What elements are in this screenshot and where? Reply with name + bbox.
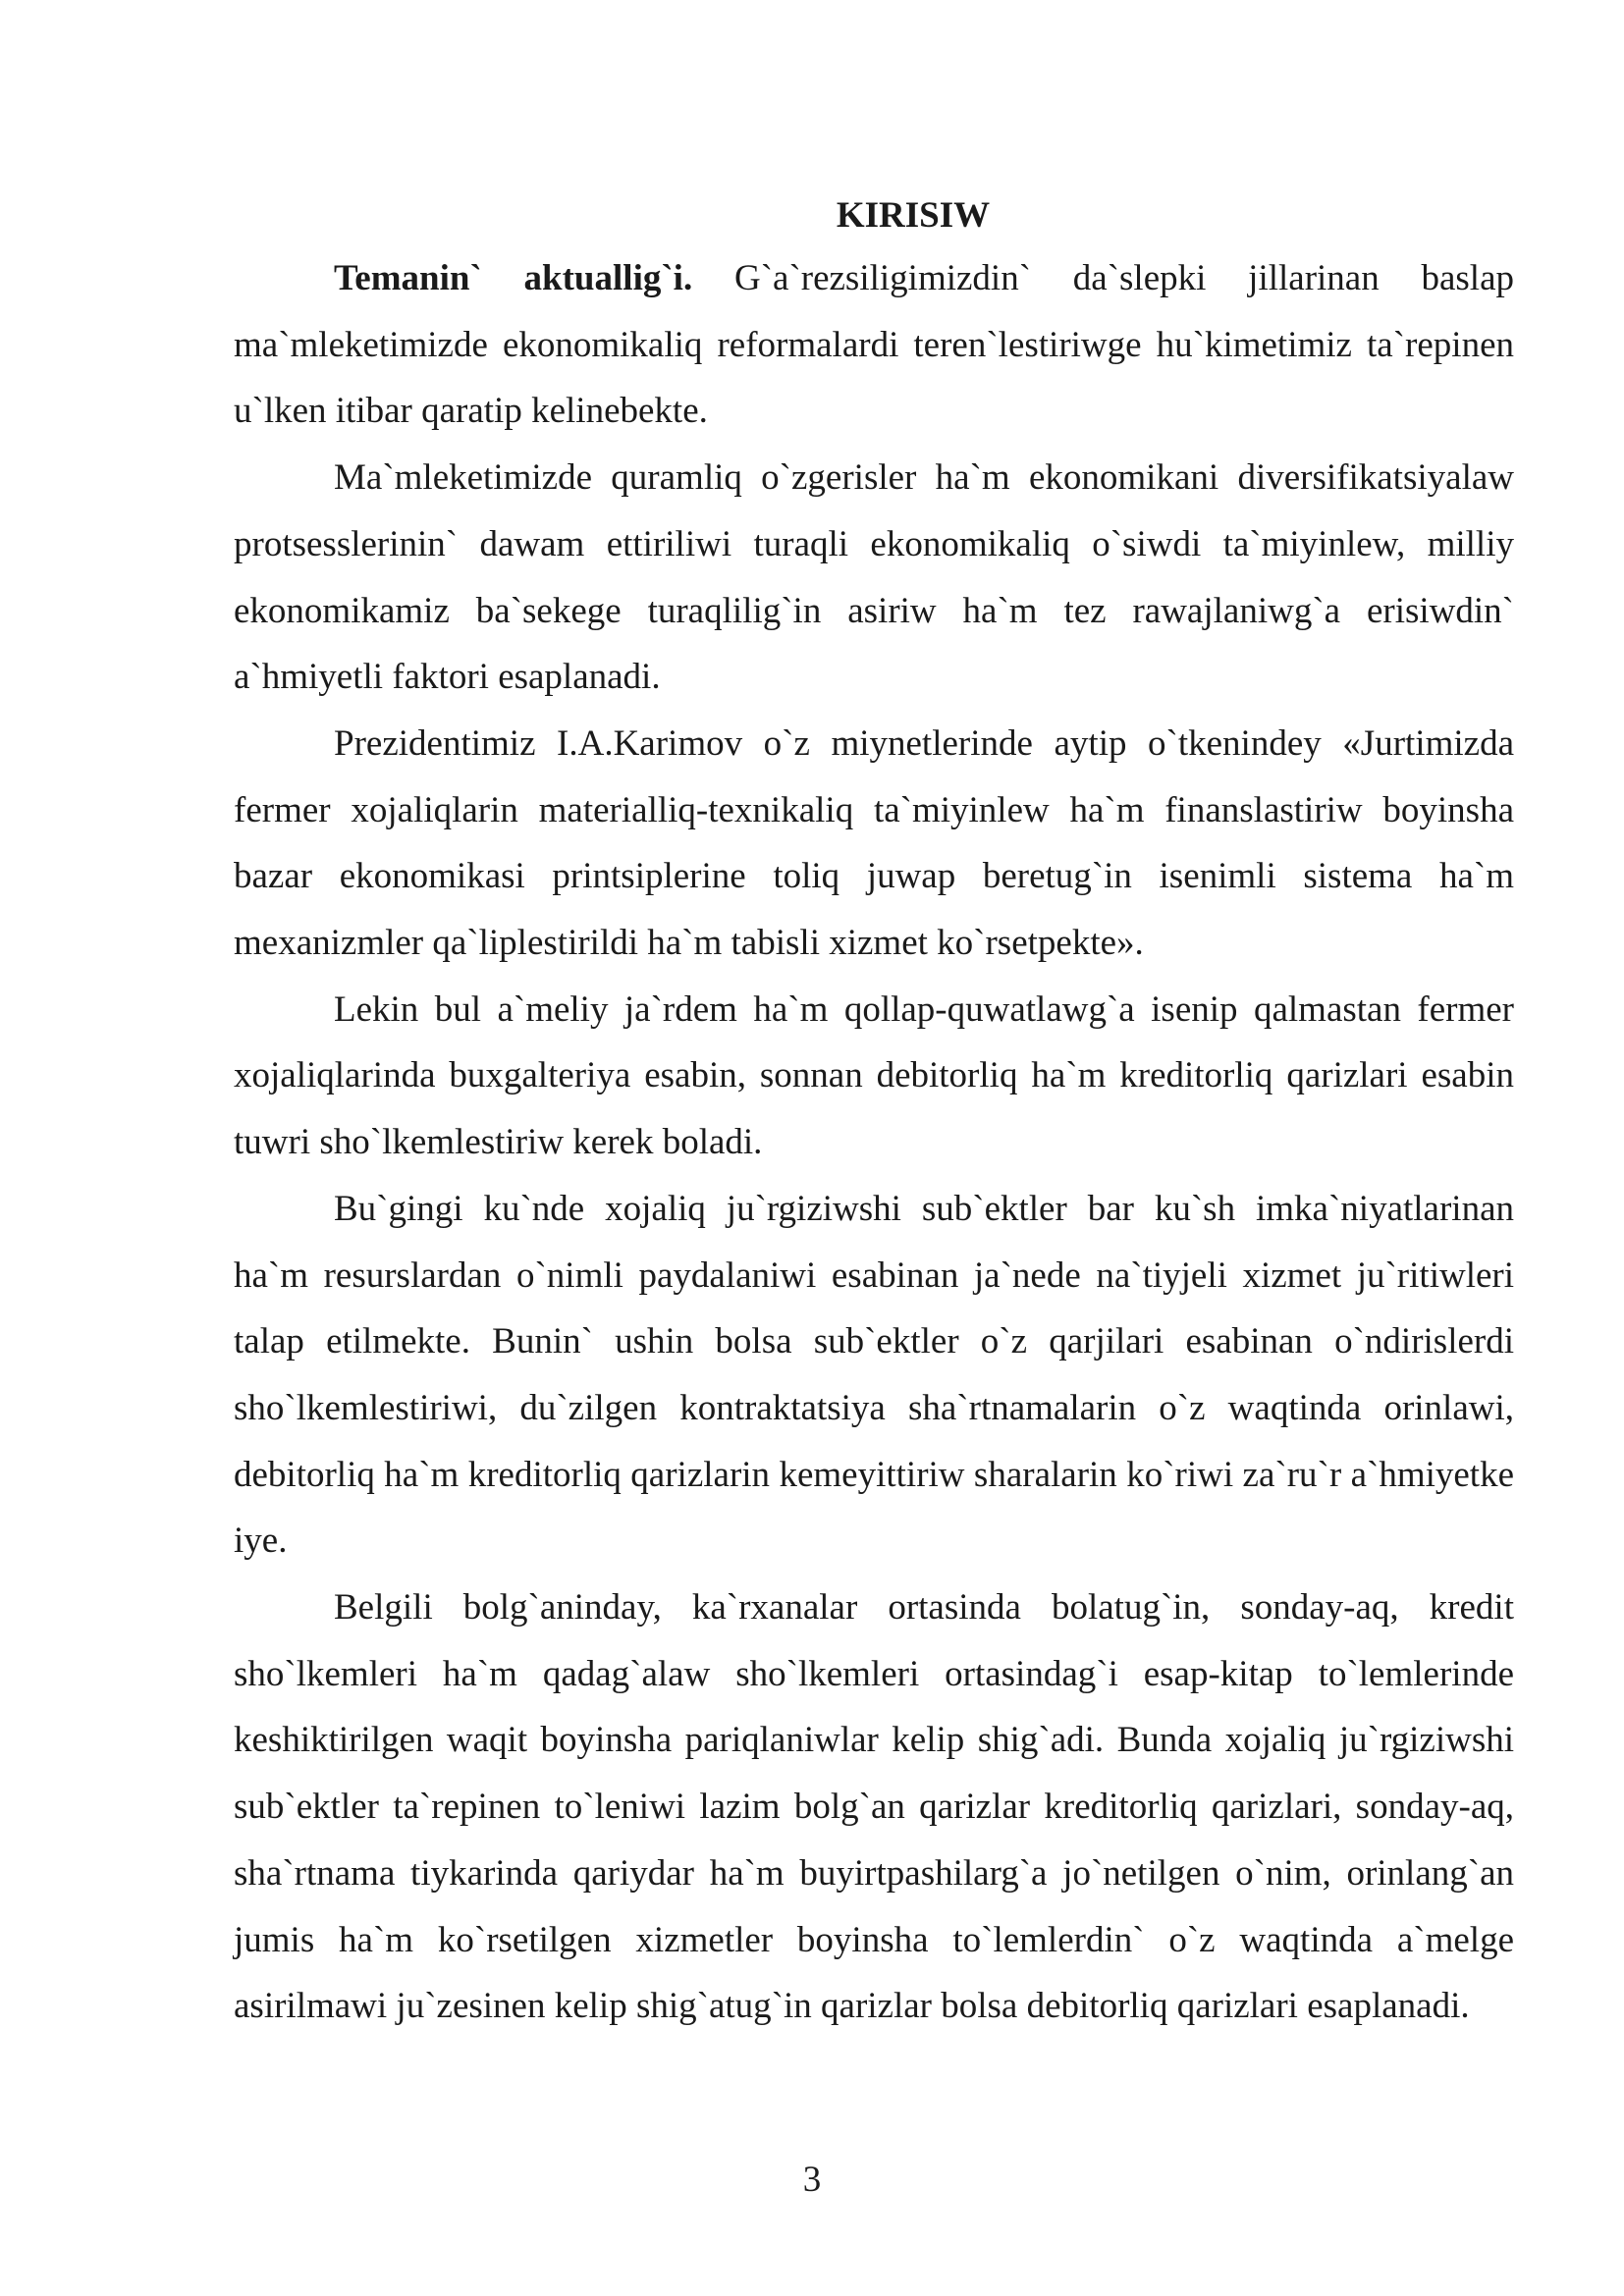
paragraph-structural-changes: Ma`mleketimizde quramliq o`zgerisler ha`m ekonomikani diversifikatsiyalaw protsesslerinin` dawam ettiriliwi turaqli ekonomikaliq o`siwdi ta`miyinlew, milliy ekonomikamiz ba`sekege turaqlilig`in asiriw ha`m tez rawajlaniwg`a erisiwdin` a`hmiyetli faktori esaplanadi. [234, 457, 1514, 698]
paragraph-debts: Belgili bolg`aninday, ka`rxanalar ortasinda bolatug`in, sonday-aq, kredit sho`lkemleri ha`m qadag`alaw sho`lkemleri ortasindag`i esap-kitap to`lemlerinde keshiktirilgen waqit boyinsha pariqlaniwlar kelip shig`adi. Bunda xojaliq ju`rgiziwshi sub`ektler ta`repinen to`leniwi lazim bolg`an qarizlar kreditorliq qarizlari, sonday-aq, sha`rtnama tiykarinda qariydar ha`m buyirtpashilarg`a jo`netilgen o`nim, orinlang`an jumis ha`m ko`rsetilgen xizmetler boyinsha to`lemlerdin` o`z waqtinda a`melge asirilmawi ju`zesinen kelip shig`atug`in qarizlar bolsa debitorliq qarizlari esaplanadi. [234, 1587, 1514, 2027]
paragraph-lead: Temanin` aktuallig`i. [334, 258, 693, 298]
paragraph-resources: Bu`gingi ku`nde xojaliq ju`rgiziwshi sub`ektler bar ku`sh imka`niyatlarinan ha`m resurslardan o`nimli paydalaniwi esabinan ja`nede na`tiyjeli xizmet ju`ritiwleri talap etilmekte. Bunin` ushin bolsa sub`ektler o`z qarjilari esabinan o`ndirislerdi sho`lkemlestiriwi, du`zilgen kontraktatsiya sha`rtnamalarin o`z waqtinda orinlawi, debitorliq ha`m kreditorliq qarizlarin kemeyittiriw sharalarin ko`riwi za`ru`r a`hmiyetke iye. [234, 1188, 1514, 1562]
paragraph-text: G`a`rezsiligimizdin` da`slepki jillarinan baslap ma`mleketimizde ekonomikaliq reformalardi teren`lestiriwge hu`kimetimiz ta`repinen u`lken itibar qaratip kelinebekte. [234, 258, 1515, 432]
section-heading: KIRISIW [836, 195, 991, 236]
page-number: 3 [802, 2160, 822, 2200]
paragraph-relevance [234, 245, 1514, 445]
paragraph-president-quote: Prezidentimiz I.A.Karimov o`z miynetlerinde aytip o`tkenindey «Jurtimizda fermer xojaliqlarin materialliq-texnikaliq ta`miyinlew ha`m finanslastiriw boyinsha bazar ekonomikasi printsiplerine toliq juwap beretug`in isenimli sistema ha`m mexanizmler qa`liplestirildi ha`m tabisli xizmet ko`rsetpekte». [234, 722, 1514, 964]
paragraph-accounting: Lekin bul a`meliy ja`rdem ha`m qollap-quwatlawg`a isenip qalmastan fermer xojaliqlarinda buxgalteriya esabin, sonnan debitorliq ha`m kreditorliq qarizlari esabin tuwri sho`lkemlestiriw kerek boladi. [234, 988, 1514, 1163]
page-content [234, 187, 1514, 2040]
